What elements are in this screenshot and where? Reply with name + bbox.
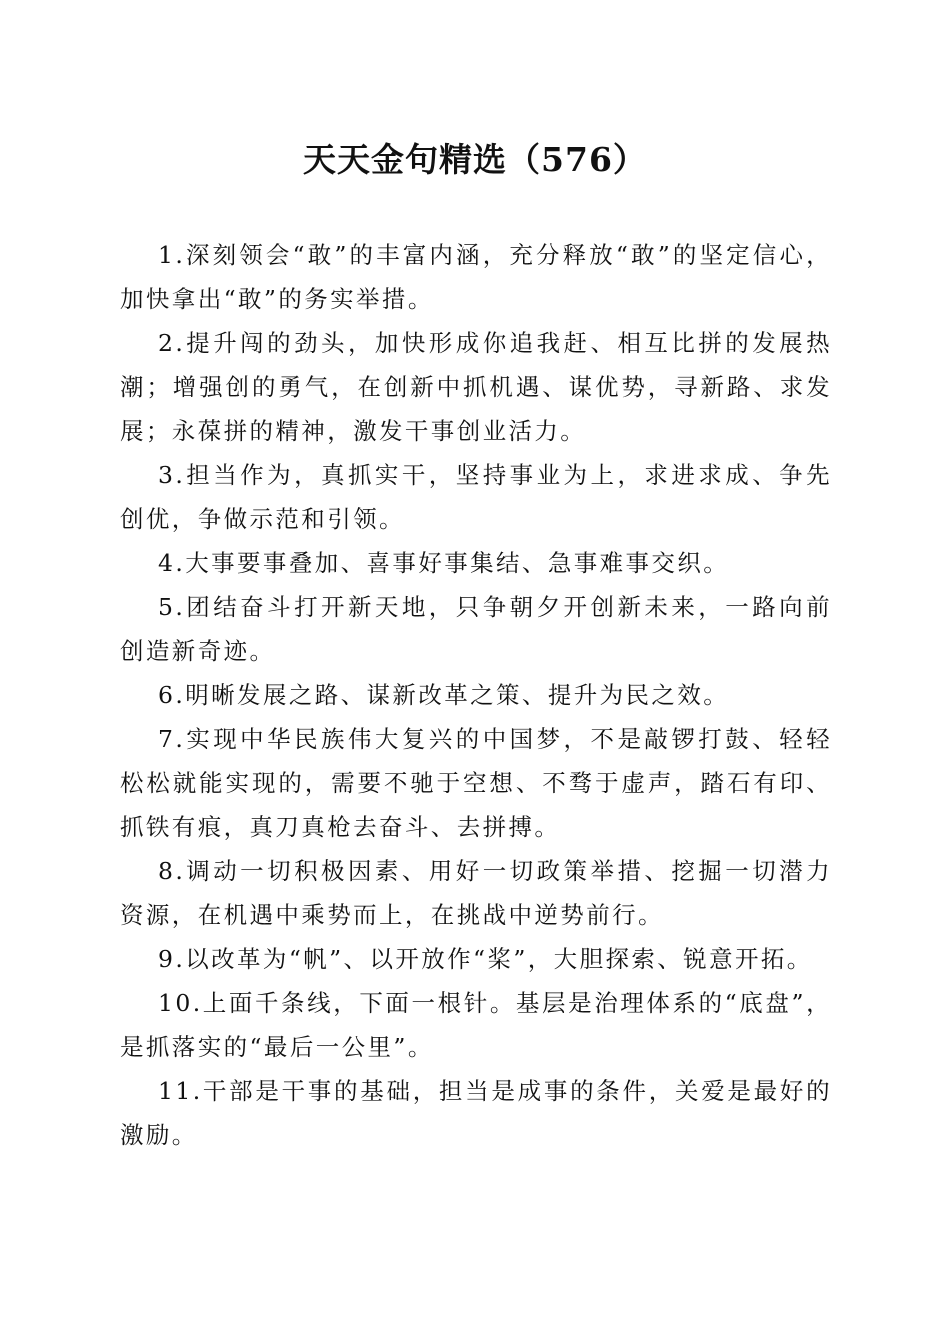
paragraph-7: 7.实现中华民族伟大复兴的中国梦，不是敲锣打鼓、轻轻松松就能实现的，需要不驰于空想、不骛于虚声，踏石有印、抓铁有痕，真刀真枪去奋斗、去拼搏。 [120, 725, 832, 841]
paragraph-8: 8.调动一切积极因素、用好一切政策举措、挖掘一切潜力资源，在机遇中乘势而上，在挑战中逆势前行。 [120, 857, 832, 929]
paragraph-3: 3.担当作为，真抓实干，坚持事业为上，求进求成、争先创优，争做示范和引领。 [120, 461, 832, 533]
paragraph-11: 11.干部是干事的基础，担当是成事的条件，关爱是最好的激励。 [120, 1077, 832, 1149]
paragraph-9: 9.以改革为“帆”、以开放作“桨”，大胆探索、锐意开拓。 [158, 945, 813, 973]
document-body [120, 233, 832, 1157]
paragraph-5: 5.团结奋斗打开新天地，只争朝夕开创新未来，一路向前创造新奇迹。 [120, 593, 832, 665]
document-title: 天天金句精选（576） [303, 140, 647, 179]
paragraph-2: 2.提升闯的劲头，加快形成你追我赶、相互比拼的发展热潮；增强创的勇气，在创新中抓机遇、谋优势，寻新路、求发展；永葆拼的精神，激发干事创业活力。 [120, 329, 832, 445]
paragraph-10: 10.上面千条线，下面一根针。基层是治理体系的“底盘”，是抓落实的“最后一公里”。 [120, 989, 832, 1061]
paragraph-4: 4.大事要事叠加、喜事好事集结、急事难事交织。 [158, 549, 730, 577]
paragraph-1: 1.深刻领会“敢”的丰富内涵，充分释放“敢”的坚定信心，加快拿出“敢”的务实举措。 [120, 241, 832, 313]
paragraph-6: 6.明晰发展之路、谋新改革之策、提升为民之效。 [158, 681, 730, 709]
